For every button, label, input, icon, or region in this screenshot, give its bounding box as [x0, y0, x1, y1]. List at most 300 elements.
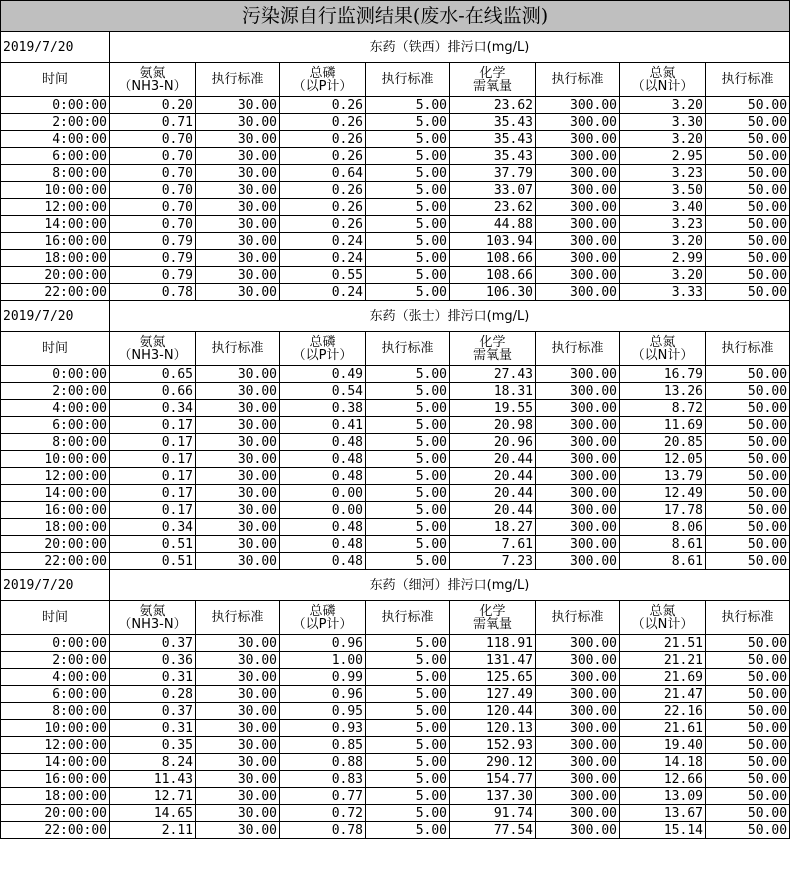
value-cell: 300.00 [536, 703, 620, 720]
section-header-row [1, 570, 790, 601]
outlet-label: 东药（张士）排污口(mg/L) [110, 301, 790, 332]
table-row [1, 434, 790, 451]
value-cell: 0.79 [110, 267, 196, 284]
column-header: 执行标准 [366, 332, 450, 366]
value-cell: 30.00 [196, 686, 280, 703]
column-header: 总氮 （以N计） [620, 63, 706, 97]
table-row [1, 771, 790, 788]
value-cell: 50.00 [706, 485, 790, 502]
value-cell: 0.95 [280, 703, 366, 720]
column-header: 化学 需氧量 [450, 63, 536, 97]
time-cell: 12:00:00 [1, 737, 110, 754]
value-cell: 300.00 [536, 468, 620, 485]
value-cell: 50.00 [706, 502, 790, 519]
value-cell: 300.00 [536, 754, 620, 771]
time-cell: 16:00:00 [1, 771, 110, 788]
time-cell: 10:00:00 [1, 182, 110, 199]
value-cell: 300.00 [536, 233, 620, 250]
value-cell: 5.00 [366, 485, 450, 502]
value-cell: 0.36 [110, 652, 196, 669]
time-cell: 18:00:00 [1, 250, 110, 267]
value-cell: 5.00 [366, 199, 450, 216]
value-cell: 44.88 [450, 216, 536, 233]
table-row [1, 635, 790, 652]
value-cell: 0.48 [280, 519, 366, 536]
table-row [1, 720, 790, 737]
column-header: 氨氮 （NH3-N） [110, 63, 196, 97]
value-cell: 30.00 [196, 182, 280, 199]
column-header: 执行标准 [536, 63, 620, 97]
table-row [1, 383, 790, 400]
value-cell: 30.00 [196, 199, 280, 216]
value-cell: 3.20 [620, 97, 706, 114]
value-cell: 91.74 [450, 805, 536, 822]
value-cell: 5.00 [366, 720, 450, 737]
value-cell: 30.00 [196, 114, 280, 131]
table-row [1, 199, 790, 216]
value-cell: 50.00 [706, 267, 790, 284]
value-cell: 13.26 [620, 383, 706, 400]
value-cell: 5.00 [366, 131, 450, 148]
column-header: 执行标准 [366, 601, 450, 635]
time-cell: 8:00:00 [1, 165, 110, 182]
table-row [1, 417, 790, 434]
time-cell: 14:00:00 [1, 216, 110, 233]
value-cell: 30.00 [196, 635, 280, 652]
value-cell: 11.43 [110, 771, 196, 788]
value-cell: 0.66 [110, 383, 196, 400]
value-cell: 22.16 [620, 703, 706, 720]
value-cell: 108.66 [450, 267, 536, 284]
table-row [1, 652, 790, 669]
table-row [1, 97, 790, 114]
value-cell: 21.69 [620, 669, 706, 686]
value-cell: 20.96 [450, 434, 536, 451]
value-cell: 300.00 [536, 805, 620, 822]
value-cell: 0.85 [280, 737, 366, 754]
value-cell: 0.48 [280, 536, 366, 553]
value-cell: 18.27 [450, 519, 536, 536]
value-cell: 30.00 [196, 754, 280, 771]
column-header: 执行标准 [706, 601, 790, 635]
column-header-row [1, 63, 790, 97]
value-cell: 0.48 [280, 468, 366, 485]
time-cell: 6:00:00 [1, 686, 110, 703]
time-cell: 4:00:00 [1, 400, 110, 417]
value-cell: 50.00 [706, 250, 790, 267]
value-cell: 0.54 [280, 383, 366, 400]
value-cell: 19.40 [620, 737, 706, 754]
table-row [1, 284, 790, 301]
value-cell: 300.00 [536, 553, 620, 570]
title-row [1, 1, 790, 32]
value-cell: 300.00 [536, 771, 620, 788]
value-cell: 20.98 [450, 417, 536, 434]
value-cell: 7.23 [450, 553, 536, 570]
value-cell: 106.30 [450, 284, 536, 301]
time-cell: 16:00:00 [1, 502, 110, 519]
value-cell: 0.17 [110, 502, 196, 519]
value-cell: 5.00 [366, 250, 450, 267]
value-cell: 50.00 [706, 737, 790, 754]
column-header: 总磷 （以P计） [280, 63, 366, 97]
column-header: 时间 [1, 332, 110, 366]
value-cell: 50.00 [706, 822, 790, 839]
section-date: 2019/7/20 [1, 570, 110, 601]
value-cell: 300.00 [536, 366, 620, 383]
value-cell: 118.91 [450, 635, 536, 652]
value-cell: 131.47 [450, 652, 536, 669]
value-cell: 30.00 [196, 451, 280, 468]
value-cell: 30.00 [196, 669, 280, 686]
column-header: 执行标准 [706, 63, 790, 97]
value-cell: 5.00 [366, 216, 450, 233]
value-cell: 0.24 [280, 233, 366, 250]
table-row [1, 788, 790, 805]
value-cell: 300.00 [536, 669, 620, 686]
value-cell: 300.00 [536, 182, 620, 199]
value-cell: 0.79 [110, 233, 196, 250]
value-cell: 0.31 [110, 720, 196, 737]
table-row [1, 737, 790, 754]
time-cell: 18:00:00 [1, 519, 110, 536]
value-cell: 3.20 [620, 131, 706, 148]
table-row [1, 233, 790, 250]
column-header: 执行标准 [196, 63, 280, 97]
value-cell: 77.54 [450, 822, 536, 839]
table-row [1, 366, 790, 383]
table-row [1, 822, 790, 839]
value-cell: 17.78 [620, 502, 706, 519]
value-cell: 5.00 [366, 182, 450, 199]
column-header: 执行标准 [536, 601, 620, 635]
value-cell: 5.00 [366, 502, 450, 519]
value-cell: 300.00 [536, 114, 620, 131]
value-cell: 50.00 [706, 97, 790, 114]
value-cell: 0.70 [110, 216, 196, 233]
value-cell: 30.00 [196, 519, 280, 536]
value-cell: 0.17 [110, 434, 196, 451]
value-cell: 50.00 [706, 771, 790, 788]
value-cell: 300.00 [536, 519, 620, 536]
value-cell: 14.65 [110, 805, 196, 822]
value-cell: 137.30 [450, 788, 536, 805]
table-row [1, 669, 790, 686]
value-cell: 3.30 [620, 114, 706, 131]
value-cell: 5.00 [366, 284, 450, 301]
table-row [1, 754, 790, 771]
value-cell: 300.00 [536, 434, 620, 451]
value-cell: 2.99 [620, 250, 706, 267]
value-cell: 3.20 [620, 267, 706, 284]
value-cell: 30.00 [196, 250, 280, 267]
value-cell: 7.61 [450, 536, 536, 553]
value-cell: 23.62 [450, 199, 536, 216]
value-cell: 108.66 [450, 250, 536, 267]
time-cell: 2:00:00 [1, 114, 110, 131]
sheet-title: 污染源自行监测结果(废水-在线监测) [1, 1, 790, 32]
value-cell: 30.00 [196, 131, 280, 148]
value-cell: 0.65 [110, 366, 196, 383]
value-cell: 5.00 [366, 233, 450, 250]
value-cell: 300.00 [536, 199, 620, 216]
value-cell: 125.65 [450, 669, 536, 686]
value-cell: 0.71 [110, 114, 196, 131]
outlet-label: 东药（细河）排污口(mg/L) [110, 570, 790, 601]
value-cell: 35.43 [450, 114, 536, 131]
value-cell: 50.00 [706, 720, 790, 737]
value-cell: 300.00 [536, 822, 620, 839]
value-cell: 5.00 [366, 519, 450, 536]
table-row [1, 468, 790, 485]
value-cell: 0.70 [110, 182, 196, 199]
column-header: 总磷 （以P计） [280, 332, 366, 366]
value-cell: 3.33 [620, 284, 706, 301]
value-cell: 3.23 [620, 216, 706, 233]
value-cell: 5.00 [366, 468, 450, 485]
value-cell: 50.00 [706, 451, 790, 468]
value-cell: 300.00 [536, 686, 620, 703]
value-cell: 30.00 [196, 468, 280, 485]
value-cell: 0.99 [280, 669, 366, 686]
value-cell: 30.00 [196, 366, 280, 383]
table-row [1, 148, 790, 165]
value-cell: 300.00 [536, 400, 620, 417]
column-header-row [1, 601, 790, 635]
value-cell: 5.00 [366, 114, 450, 131]
value-cell: 50.00 [706, 686, 790, 703]
column-header: 时间 [1, 63, 110, 97]
time-cell: 22:00:00 [1, 822, 110, 839]
value-cell: 5.00 [366, 400, 450, 417]
section-date: 2019/7/20 [1, 32, 110, 63]
value-cell: 50.00 [706, 284, 790, 301]
value-cell: 5.00 [366, 822, 450, 839]
time-cell: 10:00:00 [1, 720, 110, 737]
value-cell: 37.79 [450, 165, 536, 182]
value-cell: 8.61 [620, 553, 706, 570]
time-cell: 8:00:00 [1, 703, 110, 720]
value-cell: 1.00 [280, 652, 366, 669]
time-cell: 8:00:00 [1, 434, 110, 451]
value-cell: 0.24 [280, 250, 366, 267]
table-row [1, 536, 790, 553]
value-cell: 0.72 [280, 805, 366, 822]
value-cell: 15.14 [620, 822, 706, 839]
value-cell: 50.00 [706, 805, 790, 822]
column-header-row [1, 332, 790, 366]
value-cell: 30.00 [196, 536, 280, 553]
value-cell: 30.00 [196, 737, 280, 754]
value-cell: 50.00 [706, 233, 790, 250]
value-cell: 0.26 [280, 114, 366, 131]
table-row [1, 114, 790, 131]
column-header: 时间 [1, 601, 110, 635]
value-cell: 30.00 [196, 553, 280, 570]
value-cell: 50.00 [706, 703, 790, 720]
time-cell: 12:00:00 [1, 468, 110, 485]
value-cell: 0.96 [280, 635, 366, 652]
value-cell: 0.28 [110, 686, 196, 703]
column-header: 执行标准 [536, 332, 620, 366]
section-date: 2019/7/20 [1, 301, 110, 332]
time-cell: 12:00:00 [1, 199, 110, 216]
value-cell: 0.70 [110, 148, 196, 165]
value-cell: 12.49 [620, 485, 706, 502]
value-cell: 30.00 [196, 233, 280, 250]
value-cell: 0.79 [110, 250, 196, 267]
value-cell: 5.00 [366, 669, 450, 686]
value-cell: 0.26 [280, 199, 366, 216]
value-cell: 5.00 [366, 805, 450, 822]
value-cell: 300.00 [536, 720, 620, 737]
value-cell: 11.69 [620, 417, 706, 434]
value-cell: 5.00 [366, 165, 450, 182]
value-cell: 20.44 [450, 451, 536, 468]
time-cell: 14:00:00 [1, 485, 110, 502]
value-cell: 0.41 [280, 417, 366, 434]
value-cell: 300.00 [536, 165, 620, 182]
value-cell: 0.64 [280, 165, 366, 182]
value-cell: 12.71 [110, 788, 196, 805]
value-cell: 0.26 [280, 216, 366, 233]
outlet-label: 东药（铁西）排污口(mg/L) [110, 32, 790, 63]
value-cell: 0.37 [110, 703, 196, 720]
value-cell: 5.00 [366, 366, 450, 383]
value-cell: 50.00 [706, 417, 790, 434]
value-cell: 0.17 [110, 468, 196, 485]
value-cell: 30.00 [196, 502, 280, 519]
value-cell: 300.00 [536, 131, 620, 148]
value-cell: 120.13 [450, 720, 536, 737]
value-cell: 19.55 [450, 400, 536, 417]
value-cell: 300.00 [536, 267, 620, 284]
value-cell: 20.44 [450, 502, 536, 519]
time-cell: 22:00:00 [1, 553, 110, 570]
time-cell: 20:00:00 [1, 536, 110, 553]
value-cell: 300.00 [536, 652, 620, 669]
value-cell: 35.43 [450, 148, 536, 165]
value-cell: 50.00 [706, 519, 790, 536]
column-header: 氨氮 （NH3-N） [110, 601, 196, 635]
time-cell: 2:00:00 [1, 383, 110, 400]
column-header: 总氮 （以N计） [620, 601, 706, 635]
value-cell: 5.00 [366, 417, 450, 434]
value-cell: 50.00 [706, 468, 790, 485]
value-cell: 0.00 [280, 502, 366, 519]
value-cell: 0.48 [280, 434, 366, 451]
value-cell: 152.93 [450, 737, 536, 754]
table-row [1, 267, 790, 284]
value-cell: 0.34 [110, 519, 196, 536]
value-cell: 13.67 [620, 805, 706, 822]
value-cell: 0.31 [110, 669, 196, 686]
value-cell: 8.06 [620, 519, 706, 536]
value-cell: 50.00 [706, 165, 790, 182]
value-cell: 0.20 [110, 97, 196, 114]
value-cell: 30.00 [196, 788, 280, 805]
value-cell: 0.78 [110, 284, 196, 301]
value-cell: 5.00 [366, 553, 450, 570]
value-cell: 30.00 [196, 383, 280, 400]
value-cell: 0.55 [280, 267, 366, 284]
value-cell: 300.00 [536, 216, 620, 233]
value-cell: 30.00 [196, 805, 280, 822]
value-cell: 16.79 [620, 366, 706, 383]
time-cell: 6:00:00 [1, 148, 110, 165]
value-cell: 5.00 [366, 652, 450, 669]
value-cell: 0.17 [110, 485, 196, 502]
value-cell: 300.00 [536, 635, 620, 652]
value-cell: 0.00 [280, 485, 366, 502]
value-cell: 18.31 [450, 383, 536, 400]
value-cell: 127.49 [450, 686, 536, 703]
value-cell: 50.00 [706, 114, 790, 131]
value-cell: 50.00 [706, 366, 790, 383]
value-cell: 30.00 [196, 148, 280, 165]
value-cell: 23.62 [450, 97, 536, 114]
value-cell: 5.00 [366, 635, 450, 652]
value-cell: 0.51 [110, 536, 196, 553]
value-cell: 0.78 [280, 822, 366, 839]
value-cell: 0.24 [280, 284, 366, 301]
value-cell: 50.00 [706, 635, 790, 652]
section-header-row [1, 301, 790, 332]
value-cell: 0.88 [280, 754, 366, 771]
value-cell: 50.00 [706, 199, 790, 216]
value-cell: 14.18 [620, 754, 706, 771]
table-row [1, 502, 790, 519]
value-cell: 0.70 [110, 131, 196, 148]
value-cell: 50.00 [706, 788, 790, 805]
value-cell: 5.00 [366, 97, 450, 114]
value-cell: 0.49 [280, 366, 366, 383]
value-cell: 13.09 [620, 788, 706, 805]
value-cell: 290.12 [450, 754, 536, 771]
value-cell: 3.23 [620, 165, 706, 182]
time-cell: 14:00:00 [1, 754, 110, 771]
column-header: 执行标准 [196, 601, 280, 635]
value-cell: 300.00 [536, 383, 620, 400]
value-cell: 50.00 [706, 400, 790, 417]
value-cell: 300.00 [536, 536, 620, 553]
table-row [1, 805, 790, 822]
table-row [1, 686, 790, 703]
table-row [1, 400, 790, 417]
value-cell: 0.77 [280, 788, 366, 805]
value-cell: 5.00 [366, 383, 450, 400]
value-cell: 35.43 [450, 131, 536, 148]
value-cell: 300.00 [536, 97, 620, 114]
value-cell: 0.26 [280, 97, 366, 114]
time-cell: 20:00:00 [1, 267, 110, 284]
value-cell: 30.00 [196, 400, 280, 417]
table-row [1, 131, 790, 148]
value-cell: 30.00 [196, 284, 280, 301]
time-cell: 10:00:00 [1, 451, 110, 468]
value-cell: 5.00 [366, 754, 450, 771]
table-row [1, 250, 790, 267]
column-header: 化学 需氧量 [450, 332, 536, 366]
value-cell: 30.00 [196, 822, 280, 839]
value-cell: 0.70 [110, 165, 196, 182]
value-cell: 30.00 [196, 417, 280, 434]
value-cell: 21.21 [620, 652, 706, 669]
value-cell: 50.00 [706, 148, 790, 165]
table-row [1, 703, 790, 720]
time-cell: 16:00:00 [1, 233, 110, 250]
value-cell: 0.38 [280, 400, 366, 417]
